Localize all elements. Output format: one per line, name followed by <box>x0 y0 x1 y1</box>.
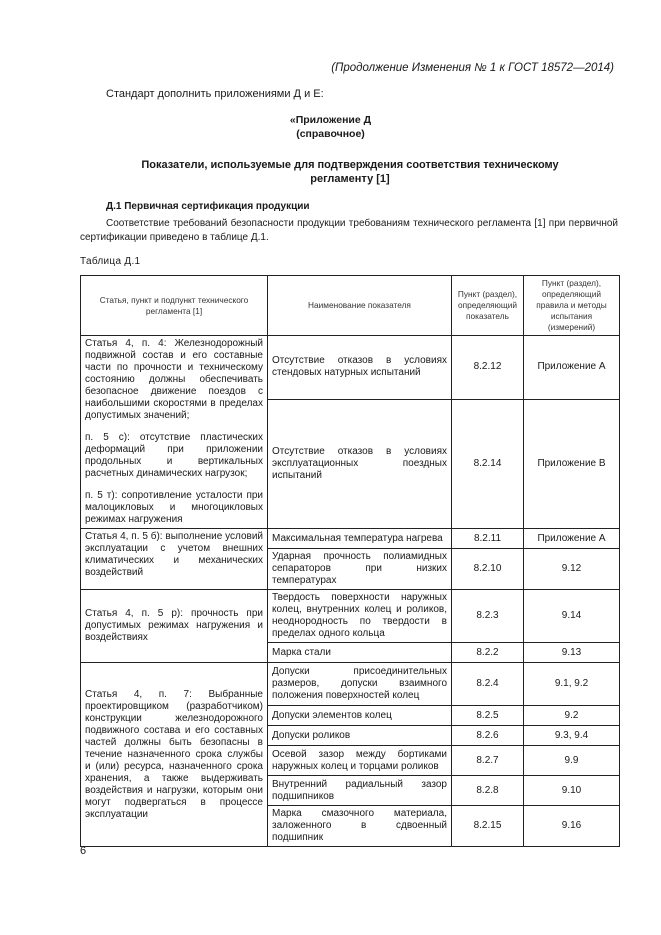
appendix-type: (справочное) <box>296 128 365 140</box>
article-text: Статья 4, п. 4: Железнодорожный подвижной состав и его составные части по прочности и техническому состоянию должны обеспечивать безопасное движение поездов с наибольшими скоростями в пределах допустимых значений; <box>85 338 263 421</box>
indicator-cell: Допуски элементов колец <box>268 706 452 726</box>
table-row <box>81 529 620 549</box>
clause-cell: 8.2.10 <box>452 549 524 590</box>
method-cell: Приложение А <box>524 336 620 400</box>
clause-cell: 8.2.15 <box>452 806 524 847</box>
main-title <box>80 158 620 186</box>
indicator-cell: Отсутствие отказов в условиях эксплуатационных поездных испытаний <box>268 399 452 528</box>
clause-cell: 8.2.6 <box>452 726 524 746</box>
header-clause: Пункт (раздел), определяющий показатель <box>452 276 524 336</box>
indicator-cell: Марка смазочного материала, заложенного в сдвоенный подшипник <box>268 806 452 847</box>
header-indicator: Наименование показателя <box>268 276 452 336</box>
article-cell: Статья 4, п. 7: Выбранные проектировщиком (разработчиком) конструкции железнодорожного подвижного состава и его составных частей должны быть безопасны в течение назначенного срока службы и (или) ресурса, назначенного срока хранения, а также выдерживать воздействия и нагрузки, которым они могут подвергаться в процессе эксплуатации <box>81 663 268 847</box>
method-cell: Приложение В <box>524 399 620 528</box>
clause-cell: 8.2.14 <box>452 399 524 528</box>
main-title-line1: Показатели, используемые для подтверждения соответствия техническому <box>141 159 559 171</box>
indicator-cell: Максимальная температура нагрева <box>268 529 452 549</box>
clause-cell: 8.2.7 <box>452 746 524 776</box>
main-title-line2: регламенту [1] <box>310 173 390 185</box>
indicator-cell: Ударная прочность полиамидных сепараторов при низких температурах <box>268 549 452 590</box>
table-header-row <box>81 276 620 336</box>
method-cell: 9.2 <box>524 706 620 726</box>
appendix-name: «Приложение Д <box>289 114 372 126</box>
clause-cell: 8.2.2 <box>452 643 524 663</box>
indicator-cell: Твердость поверхности наружных колец, внутренних колец и роликов, неоднородность по твердости в пределах одного кольца <box>268 590 452 643</box>
clause-cell: 8.2.4 <box>452 663 524 706</box>
article-cell <box>81 336 268 529</box>
section-paragraph: Соответствие требований безопасности продукции требованиям технического регламента [1] при первичной сертификации приведено в таблице Д.1. <box>80 218 618 243</box>
method-cell: 9.1, 9.2 <box>524 663 620 706</box>
clause-cell: 8.2.5 <box>452 706 524 726</box>
indicator-cell: Марка стали <box>268 643 452 663</box>
indicator-cell: Допуски присоединительных размеров, допуски взаимного положения поверхностей колец <box>268 663 452 706</box>
header-method: Пункт (раздел), определяющий правила и методы испытания (измерений) <box>524 276 620 336</box>
indicator-cell: Осевой зазор между бортиками наружных колец и торцами роликов <box>268 746 452 776</box>
table-label: Таблица Д.1 <box>80 256 141 267</box>
table-row <box>81 590 620 643</box>
table-row <box>81 336 620 400</box>
article-text: п. 5 с): отсутствие пластических деформаций при приложении продольных и вертикальных расчетных динамических нагрузок; <box>85 432 263 479</box>
appendix-title <box>0 113 661 141</box>
indicator-cell: Отсутствие отказов в условиях стендовых натурных испытаний <box>268 336 452 400</box>
indicator-cell: Внутренний радиальный зазор подшипников <box>268 776 452 806</box>
indicator-cell: Допуски роликов <box>268 726 452 746</box>
article-cell: Статья 4, п. 5 б): выполнение условий эксплуатации с учетом внешних климатических и механических воздействий <box>81 529 268 590</box>
clause-cell: 8.2.12 <box>452 336 524 400</box>
method-cell: 9.16 <box>524 806 620 847</box>
indicators-table <box>80 275 620 847</box>
method-cell: 9.13 <box>524 643 620 663</box>
method-cell: 9.10 <box>524 776 620 806</box>
method-cell: 9.9 <box>524 746 620 776</box>
article-cell: Статья 4, п. 5 р): прочность при допустимых режимах нагружения и воздействиях <box>81 590 268 663</box>
table-row <box>81 663 620 706</box>
article-text: п. 5 т): сопротивление усталости при малоцикловых и многоцикловых режимах нагружения <box>85 490 263 525</box>
method-cell: 9.12 <box>524 549 620 590</box>
header-article: Статья, пункт и подпункт технического регламента [1] <box>81 276 268 336</box>
clause-cell: 8.2.11 <box>452 529 524 549</box>
method-cell: Приложение А <box>524 529 620 549</box>
page-number: 6 <box>80 845 87 857</box>
clause-cell: 8.2.8 <box>452 776 524 806</box>
clause-cell: 8.2.3 <box>452 590 524 643</box>
page-header: (Продолжение Изменения № 1 к ГОСТ 18572—2014) <box>331 62 614 74</box>
method-cell: 9.3, 9.4 <box>524 726 620 746</box>
method-cell: 9.14 <box>524 590 620 643</box>
intro-text: Стандарт дополнить приложениями Д и Е: <box>106 88 324 100</box>
section-heading: Д.1 Первичная сертификация продукции <box>106 201 310 212</box>
